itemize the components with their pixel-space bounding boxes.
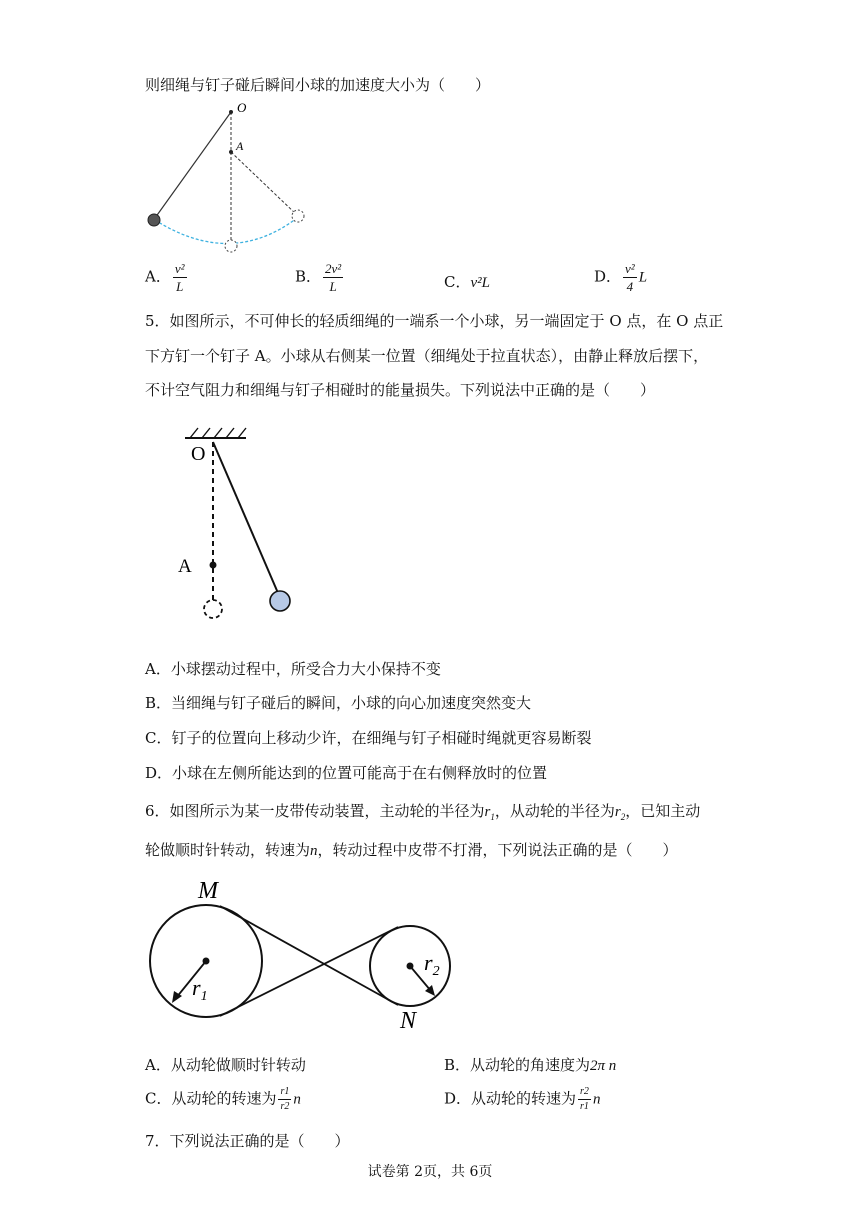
- q4-option-d: D． $\frac{\text{v²}}{4}$ L: [594, 261, 648, 294]
- q4-pendulum-figure: [140, 100, 320, 260]
- q6-option-b: B．从动轮的角速度为2π n: [444, 1056, 617, 1074]
- q4-label-A: A: [236, 139, 244, 153]
- page-footer: 试卷第 2页，共 6页: [367, 1164, 493, 1180]
- q4-option-c: C．v²L: [444, 273, 490, 291]
- q6-label-r1: $r_1$: [192, 975, 208, 1004]
- q5-stem-line3: 不计空气阻力和细绳与钉子相碰时的能量损失。下列说法中正确的是（ ）: [145, 381, 656, 399]
- q6-option-c: C．从动轮的转速为 $\frac{r1}{r2}$ n: [145, 1086, 301, 1112]
- q6-label-M: M: [198, 878, 218, 904]
- q5-label-A: A: [178, 556, 192, 577]
- q6-label-r2: $r_2$: [424, 950, 440, 979]
- q5-option-d: D．小球在左侧所能达到的位置可能高于在右侧释放时的位置: [145, 764, 548, 782]
- q6-stem-line1: 6．如图所示为某一皮带传动装置，主动轮的半径为$r_1$，从动轮的半径为$r_2$，已知主动: [145, 802, 701, 822]
- q5-option-a: A．小球摆动过程中，所受合力大小保持不变: [145, 660, 441, 678]
- q6-option-d: D．从动轮的转速为 $\frac{r2}{r1}$ n: [444, 1086, 601, 1112]
- q6-option-a: A．从动轮做顺时针转动: [145, 1056, 306, 1074]
- q5-pendulum-figure: [170, 420, 310, 630]
- q6-belt-figure: [140, 870, 480, 1040]
- q4-option-a: A． $\frac{\text{v²}}{L}$: [145, 261, 185, 294]
- q5-label-O: O: [191, 443, 206, 465]
- q5-stem-line1: 5．如图所示，不可伸长的轻质细绳的一端系一个小球，另一端固定于 O 点，在 O 点正: [145, 312, 724, 330]
- q6-stem-line2: 轮做顺时针转动，转速为n，转动过程中皮带不打滑，下列说法正确的是（ ）: [145, 841, 678, 859]
- q4-stem: 则细绳与钉子碰后瞬间小球的加速度大小为（ ）: [145, 76, 491, 94]
- q4-option-b: B． $\frac{\text{2v²}}{L}$: [295, 261, 342, 294]
- q5-stem-line2: 下方钉一个钉子 A。小球从右侧某一位置（细绳处于拉直状态），由静止释放后摆下，: [145, 347, 709, 365]
- q4-label-O: O: [237, 100, 247, 115]
- q5-option-b: B．当细绳与钉子碰后的瞬间，小球的向心加速度突然变大: [145, 694, 532, 712]
- q6-label-N: N: [400, 1008, 417, 1034]
- q7-stem: 7．下列说法正确的是（ ）: [145, 1132, 350, 1150]
- q5-option-c: C．钉子的位置向上移动少许，在细绳与钉子相碰时绳就更容易断裂: [145, 729, 592, 747]
